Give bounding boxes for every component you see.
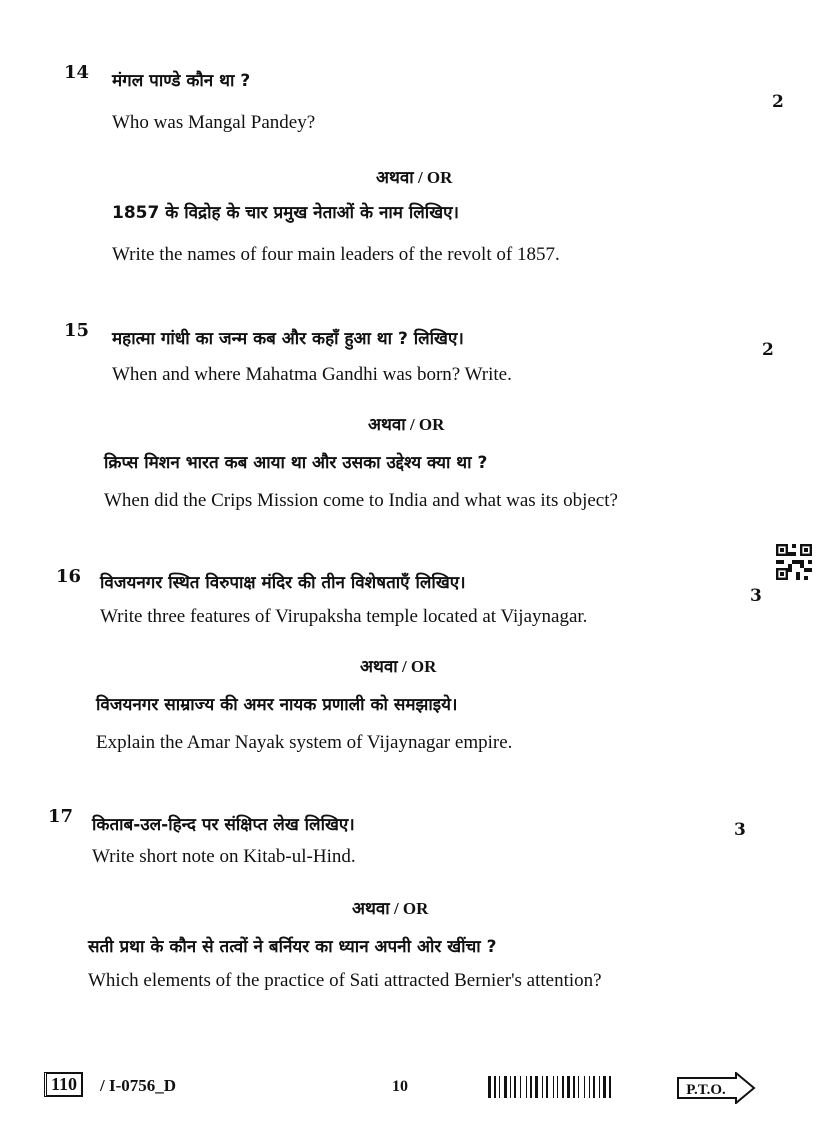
alternate-question-english: When did the Crips Mission come to India and what was its object? (104, 490, 618, 511)
alternate-question-english: Which elements of the practice of Sati attracted Bernier's attention? (88, 970, 602, 991)
alternate-question-english: Write the names of four main leaders of the revolt of 1857. (112, 244, 560, 265)
or-separator: अथवा / OR (368, 415, 445, 434)
question-number: 15 (64, 320, 90, 341)
page-footer (0, 1068, 826, 1108)
alternate-question-english: Explain the Amar Nayak system of Vijaynagar empire. (96, 732, 513, 753)
or-separator: अथवा / OR (352, 899, 429, 918)
question-hindi: विजयनगर स्थित विरुपाक्ष मंदिर की तीन विशेषताएँ लिखिए। (100, 573, 466, 593)
qr-code-icon (776, 544, 812, 580)
paper-number: 110 (44, 1072, 83, 1097)
question-marks: 3 (734, 820, 746, 840)
alternate-question-hindi: क्रिप्स मिशन भारत कब आया था और उसका उद्देश्य क्या था ? (104, 453, 488, 473)
question-english: Write three features of Virupaksha temple located at Vijaynagar. (100, 606, 588, 627)
question-number: 17 (48, 806, 74, 827)
question-number: 16 (56, 566, 82, 587)
question-marks: 2 (772, 92, 784, 112)
question-hindi: मंगल पाण्डे कौन था ? (112, 71, 251, 91)
question-english: When and where Mahatma Gandhi was born? Write. (112, 364, 512, 385)
alternate-question-hindi: 1857 के विद्रोह के चार प्रमुख नेताओं के नाम लिखिए। (112, 203, 459, 223)
or-separator: अथवा / OR (376, 168, 453, 187)
question-number: 14 (64, 62, 90, 83)
barcode-icon (488, 1076, 664, 1098)
alternate-question-hindi: विजयनगर साम्राज्य की अमर नायक प्रणाली को समझाइये। (96, 695, 458, 715)
paper-code: / I-0756_D (100, 1076, 177, 1095)
pto-arrow-icon (676, 1072, 756, 1104)
or-separator: अथवा / OR (360, 657, 437, 676)
question-english: Write short note on Kitab-ul-Hind. (92, 846, 356, 867)
question-hindi: महात्मा गांधी का जन्म कब और कहाँ हुआ था ? लिखिए। (112, 329, 464, 349)
question-marks: 2 (762, 340, 774, 360)
question-marks: 3 (750, 586, 762, 606)
question-hindi: किताब-उल-हिन्द पर संक्षिप्त लेख लिखिए। (92, 815, 355, 835)
question-english: Who was Mangal Pandey? (112, 112, 316, 133)
pto-label: P.T.O. (686, 1082, 726, 1098)
page-number: 10 (392, 1078, 408, 1095)
alternate-question-hindi: सती प्रथा के कौन से तत्वों ने बर्नियर का ध्यान अपनी ओर खींचा ? (88, 937, 497, 957)
